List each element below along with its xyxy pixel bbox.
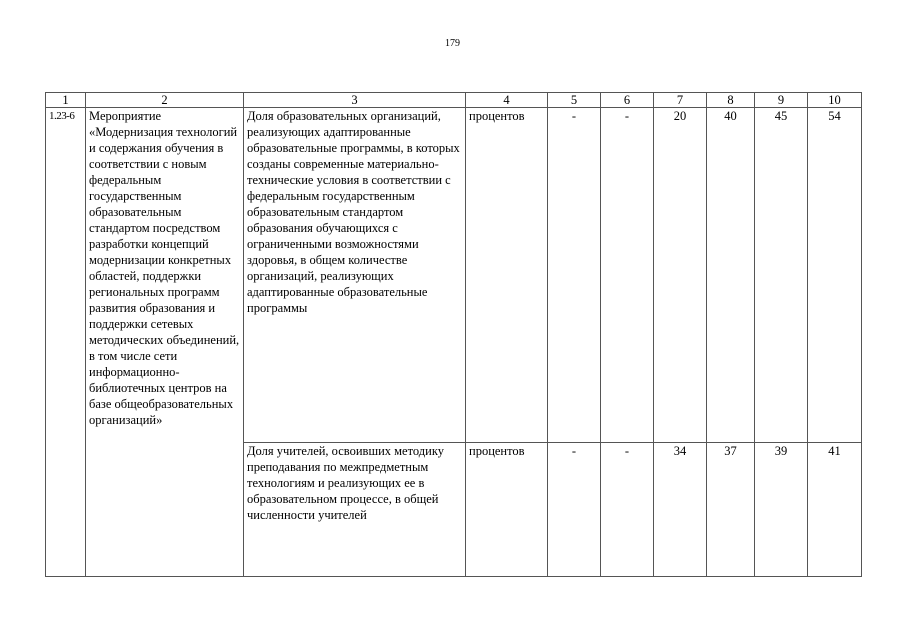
value-col10: 54 — [808, 108, 862, 443]
table-row — [46, 108, 862, 443]
value-col8: 40 — [707, 108, 755, 443]
unit-cell: процентов — [466, 443, 548, 577]
header-cell-3: 3 — [244, 93, 466, 108]
page-number: 179 — [445, 38, 460, 49]
header-cell-2: 2 — [86, 93, 244, 108]
unit-cell: процентов — [466, 108, 548, 443]
value-col9: 39 — [755, 443, 808, 577]
table-header-row — [46, 93, 862, 108]
header-cell-8: 8 — [707, 93, 755, 108]
indicators-table — [45, 92, 862, 577]
value-col7: 34 — [654, 443, 707, 577]
header-cell-1: 1 — [46, 93, 86, 108]
value-col10: 41 — [808, 443, 862, 577]
measure-id: 1.23-6 — [46, 108, 86, 577]
value-col5: - — [548, 443, 601, 577]
header-cell-6: 6 — [601, 93, 654, 108]
indicator-text: Доля учителей, освоивших методику преподавания по межпредметным технологиям и реализующих ее в образовательном процессе, в общей численности учителей — [244, 443, 466, 577]
value-col9: 45 — [755, 108, 808, 443]
header-cell-9: 9 — [755, 93, 808, 108]
measure-name: Мероприятие «Модернизация технологий и содержания обучения в соответствии с новым федеральным государственным образовательным стандартом посредством разработки концепций модернизации конкретных областей, поддержки региональных программ развития образования и поддержки сетевых методических объединений, в том числе сети информационно-библиотечных центров на базе общеобразовательных организаций» — [86, 108, 244, 577]
header-cell-5: 5 — [548, 93, 601, 108]
header-cell-10: 10 — [808, 93, 862, 108]
header-cell-4: 4 — [466, 93, 548, 108]
value-col5: - — [548, 108, 601, 443]
value-col6: - — [601, 443, 654, 577]
header-cell-7: 7 — [654, 93, 707, 108]
value-col6: - — [601, 108, 654, 443]
value-col8: 37 — [707, 443, 755, 577]
value-col7: 20 — [654, 108, 707, 443]
indicator-text: Доля образовательных организаций, реализующих адаптированные образовательные программы, в которых созданы современные материально-технические условия в соответствии с федеральным государственным образовательным стандартом образования обучающихся с ограниченными возможностями здоровья, в общем количестве организаций, реализующих адаптированные образовательные программы — [244, 108, 466, 443]
